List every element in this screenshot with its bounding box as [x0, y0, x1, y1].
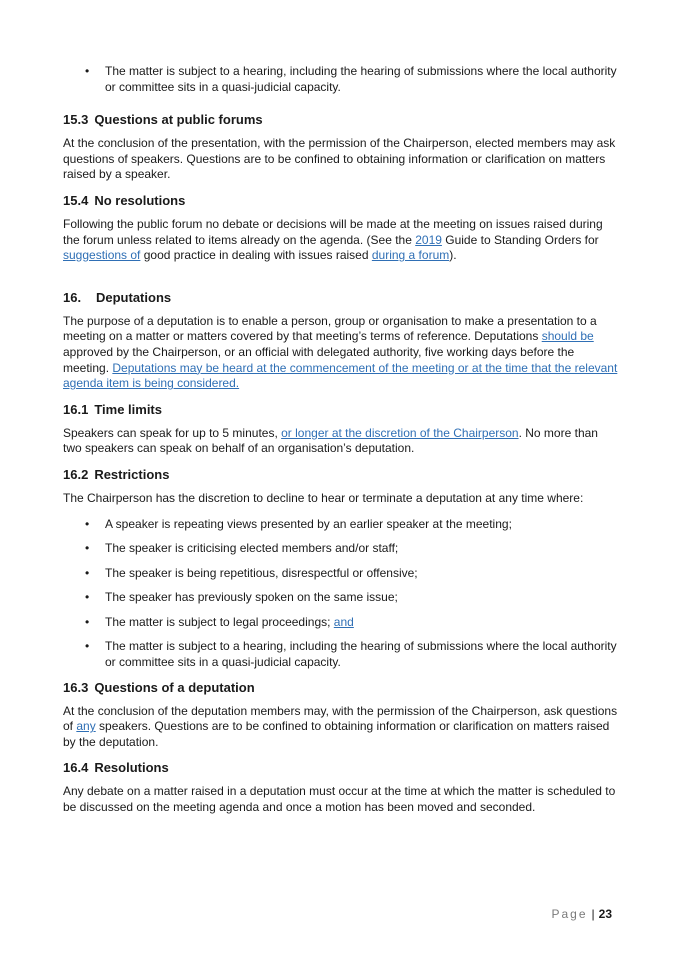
section-body-15-3: At the conclusion of the presentation, with the permission of the Chairperson, elected members may ask questions of speakers. Questions are to be confined to obtaining information or clarification on matters raised by a speaker. — [63, 136, 616, 182]
section-body-16-2: The Chairperson has the discretion to decline to hear or terminate a deputation at any time where: — [63, 490, 584, 505]
link-deputations-timing[interactable]: Deputations may be heard at the commencement of the meeting or at the time that the relevant agenda item is being considered. — [63, 360, 618, 391]
restrictions-list — [63, 517, 618, 671]
link-and[interactable]: and — [333, 614, 354, 629]
section-heading-16: 16. Deputations — [63, 289, 172, 305]
section-heading-16-2: 16.2 Restrictions — [63, 466, 170, 482]
list-item: • The speaker has previously spoken on the same issue; — [85, 590, 398, 605]
link-during-a-forum[interactable]: during a forum — [371, 248, 450, 263]
list-item: • The speaker is criticising elected members and/or staff; — [85, 541, 399, 556]
section-body-16-1: Speakers can speak for up to 5 minutes, or longer at the discretion of the Chairperson. No more than two speakers can speak on behalf of an organisation’s deputation. — [63, 425, 598, 456]
section-heading-16-3: 16.3 Questions of a deputation — [63, 679, 255, 695]
section-body-16-4: Any debate on a matter raised in a deputation must occur at the time at which the matter is scheduled to be discussed on the meeting agenda and once a motion has been moved and seconded. — [63, 784, 616, 815]
link-any[interactable]: any — [76, 719, 96, 734]
link-suggestions-of[interactable]: suggestions of — [63, 248, 141, 263]
bullet-icon: • — [85, 590, 90, 605]
page-footer — [551, 907, 612, 921]
bullet-icon: • — [85, 614, 90, 629]
bullet-icon: • — [85, 516, 90, 531]
section-heading-16-4: 16.4 Resolutions — [63, 760, 169, 776]
bullet-icon: • — [85, 639, 90, 654]
section-body-16-3: At the conclusion of the deputation members may, with the permission of the Chairperson, ask questions of any speakers. Questions are to be confined to obtaining information or clarification on matters raised by the deputation. — [63, 703, 618, 749]
list-item: • A speaker is repeating views presented by an earlier speaker at the meeting; — [85, 516, 512, 531]
list-item: • The matter is subject to a hearing, including the hearing of submissions where the local authority or committee sits in a quasi-judicial capacity. — [85, 64, 617, 94]
section-heading-15-4: 15.4 No resolutions — [63, 192, 186, 208]
top-bullet-list — [63, 64, 618, 95]
footer-separator: | — [591, 907, 595, 921]
section-body-15-4: Following the public forum no debate or decisions will be made at the meeting on issues raised during the forum unless related to items already on the agenda. (See the 2019 Guide to Standing Orders for suggestions of good practice in dealing with issues raised during a forum). — [63, 216, 603, 263]
document-page — [63, 64, 618, 816]
section-heading-15-3: 15.3 Questions at public forums — [63, 112, 263, 128]
list-item: • The speaker is being repetitious, disrespectful or offensive; — [85, 565, 418, 580]
section-heading-16-1: 16.1 Time limits — [63, 401, 162, 417]
link-should-be[interactable]: should be — [541, 329, 594, 344]
page-number: 23 — [598, 907, 612, 921]
page-label: Page — [551, 907, 588, 921]
bullet-icon: • — [85, 565, 90, 580]
list-item: • The matter is subject to a hearing, including the hearing of submissions where the local authority or committee sits in a quasi-judicial capacity. — [85, 639, 617, 670]
bullet-icon: • — [85, 64, 90, 78]
section-body-16: The purpose of a deputation is to enable a person, group or organisation to make a presentation to a meeting on a matter or matters covered by that meeting’s terms of reference. Deputations should be approved by the Chairperson, or an official with delegated authority, five working days before the meeting. Deputations may be heard at the commencement of the meeting or at the time that the relevant agenda item is being considered. — [63, 313, 618, 391]
list-item: • The matter is subject to legal proceedings; and — [85, 614, 354, 629]
bullet-icon: • — [85, 541, 90, 556]
link-2019[interactable]: 2019 — [415, 232, 442, 247]
link-discretion-of-chairperson[interactable]: or longer at the discretion of the Chairperson — [281, 425, 519, 440]
